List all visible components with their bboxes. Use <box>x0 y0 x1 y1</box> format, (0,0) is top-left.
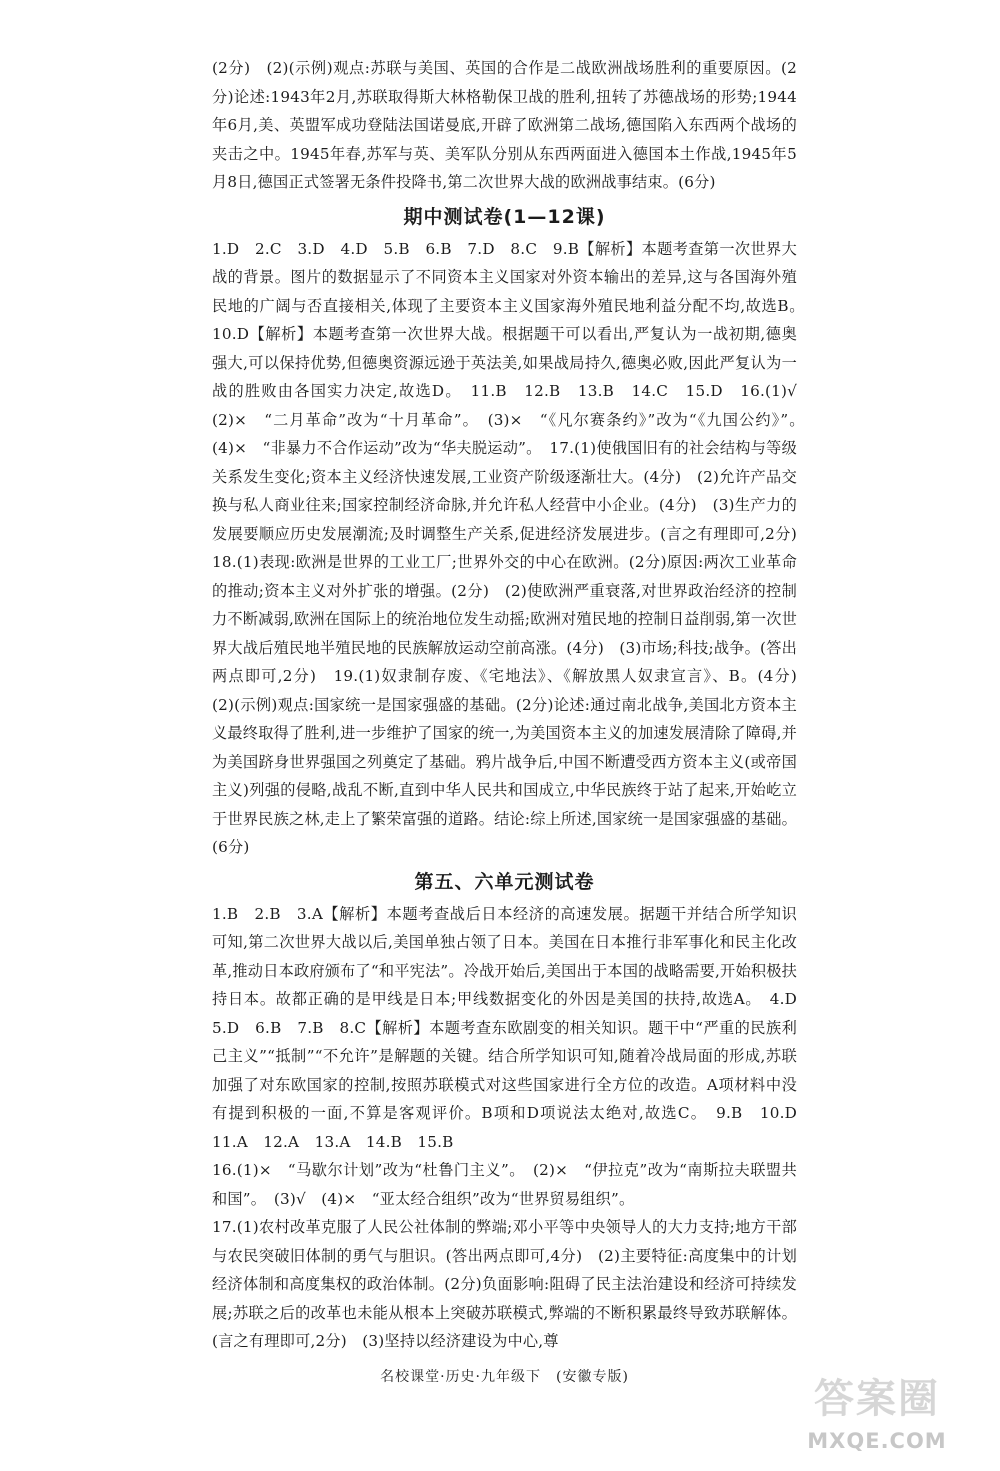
section-title-midterm: 期中测试卷(1—12课) <box>403 205 606 228</box>
midterm-answers: 1.D 2.C 3.D 4.D 5.B 6.B 7.D 8.C 9.B【解析】本题考查第一次世界大战的背景。图片的数据显示了不同资本主义国家对外资本输出的差异,这与各国海外殖民地的广阔与否直接相关,体现了主要资本主义国家海外殖民地利益分配不均,故选B。 10.D【解析】本题考查第一次世界大战。根据题干可以看出,严复认为一战初期,德奥强大,可以保持优势,但德奥资源远逊于英法美,如果战局持久,德奥必败,因此严复认为一战的胜败由各国实力决定,故选D。 11.B 12.B 13.B 14.C 15.D 16.(1)√ (2)× “二月革命”改为“十月革命”。 (3)× “《凡尔赛条约》”改为“《九国公约》”。 (4)× “非暴力不合作运动”改为“华夫脱运动”。 17.(1)使俄国旧有的社会结构与等级关系发生变化;资本主义经济快速发展,工业资产阶级逐渐壮大。(4分) (2)允许产品交换与私人商业往来;国家控制经济命脉,并允许私人经营中小企业。(4分) (3)生产力的发展要顺应历史发展潮流;及时调整生产关系,促进经济发展进步。(言之有理即可,2分) 18.(1)表现:欧洲是世界的工业工厂;世界外交的中心在欧洲。(2分)原因:两次工业革命的推动;资本主义对外扩张的增强。(2分) (2)使欧洲严重衰落,对世界政治经济的控制力不断减弱,欧洲在国际上的统治地位发生动摇;欧洲对殖民地的控制日益削弱,第一次世界大战后殖民地半殖民地的民族解放运动空前高涨。(4分) (3)市场;科技;战争。(答出两点即可,2分) 19.(1)奴隶制存废、《宅地法》、《解放黑人奴隶宣言》、B。(4分) (2)(示例)观点:国家统一是国家强盛的基础。(2分)论述:通过南北战争,美国北方资本主义最终取得了胜利,进一步维护了国家的统一,为美国资本主义的加速发展清除了障碍,并为美国跻身世界强国之列奠定了基础。鸦片战争后,中国不断遭受西方资本主义(或帝国主义)列强的侵略,战乱不断,直到中华人民共和国成立,中华民族终于站了起来,开始屹立于世界民族之林,走上了繁荣富强的道路。结论:综上所述,国家统一是国家强盛的基础。(6分) <box>212 239 813 856</box>
page-footer: 名校课堂·历史·九年级下 (安徽专版) <box>380 1368 629 1385</box>
watermark <box>782 1373 972 1453</box>
answer-page <box>212 54 813 1390</box>
question-16-answers: 16.(1)× “马歇尔计划”改为“杜鲁门主义”。 (2)× “伊拉克”改为“南斯拉夫联盟共和国”。 (3)√ (4)× “亚太经合组织”改为“世界贸易组织”。 <box>212 1161 797 1208</box>
watermark-url: MXQE.COM <box>807 1429 947 1453</box>
continued-answer-paragraph: (2分) (2)(示例)观点:苏联与美国、英国的合作是二战欧洲战场胜利的重要原因。(2分)论述:1943年2月,苏联取得斯大林格勒保卫战的胜利,扭转了苏德战场的形势;1944年6月,美、英盟军成功登陆法国诺曼底,开辟了欧洲第二战场,德国陷入东西两个战场的夹击之中。1945年春,苏军与英、美军队分别从东西两面进入德国本土作战,1945年5月8日,德国正式签署无条件投降书,第二次世界大战的欧洲战事结束。(6分) <box>212 59 797 191</box>
section-title-unit-5-6: 第五、六单元测试卷 <box>414 870 595 893</box>
watermark-logo: 答案圈 <box>814 1376 940 1422</box>
unit-5-6-answers: 1.B 2.B 3.A【解析】本题考查战后日本经济的高速发展。据题干并结合所学知识可知,第二次世界大战以后,美国单独占领了日本。美国在日本推行非军事化和民主化改革,推动日本政府颁布了“和平宪法”。冷战开始后,美国出于本国的战略需要,开始积极扶持日本。故都正确的是甲线是日本;甲线数据变化的外因是美国的扶持,故选A。 4.D 5.D 6.B 7.B 8.C【解析】本题考查东欧剧变的相关知识。题干中“严重的民族利己主义”“抵制”“不允许”是解题的关键。结合所学知识可知,随着冷战局面的形成,苏联加强了对东欧国家的控制,按照苏联模式对这些国家进行全方位的改造。A项材料中没有提到积极的一面,不算是客观评价。B项和D项说法太绝对,故选C。 9.B 10.D 11.A 12.A 13.A 14.B 15.B <box>212 904 813 1151</box>
question-17-answers: 17.(1)农村改革克服了人民公社体制的弊端;邓小平等中央领导人的大力支持;地方干部与农民突破旧体制的勇气与胆识。(答出两点即可,4分) (2)主要特征:高度集中的计划经济体制和高度集权的政治体制。(2分)负面影响:阻碍了民主法治建设和经济可持续发展;苏联之后的改革也未能从根本上突破苏联模式,弊端的不断积累最终导致苏联解体。(言之有理即可,2分) (3)坚持以经济建设为中心,尊 <box>212 1218 797 1350</box>
